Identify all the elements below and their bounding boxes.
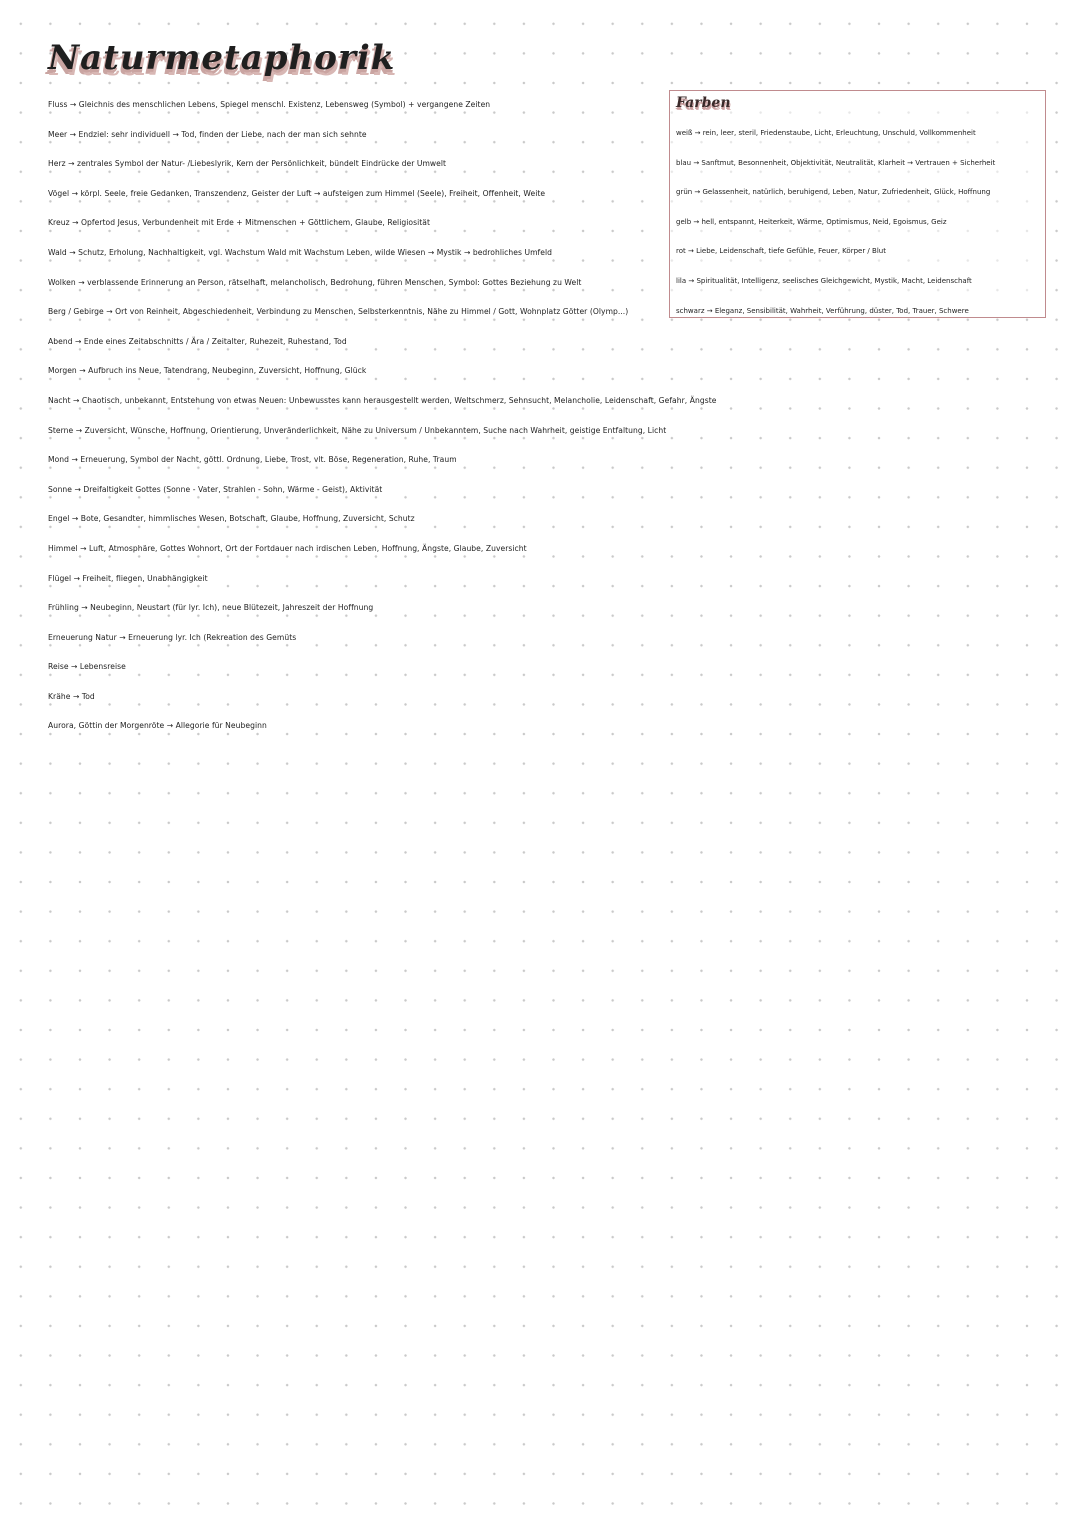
list-item: Wolken → verblassende Erinnerung an Person, rätselhaft, melancholisch, Bedrohung, führen Menschen, Symbol: Gottes Beziehung zu Welt [48,277,582,287]
list-item: Nacht → Chaotisch, unbekannt, Entstehung von etwas Neuen: Unbewusstes kann herausgestellt werden, Weltschmerz, Sehnsucht, Melancholie, Leidenschaft, Gefahr, Ängste [48,395,717,405]
list-item: Aurora, Göttin der Morgenröte → Allegorie für Neubeginn [48,721,267,731]
color-item-blau: blau → Sanftmut, Besonnenheit, Objektivität, Neutralität, Klarheit → Vertrauen + Sicherheit [676,158,996,167]
colors-list [676,127,1042,334]
color-item-weiss: weiß → rein, leer, steril, Friedenstaube, Licht, Erleuchtung, Unschuld, Vollkommenheit [676,129,976,137]
color-item-schwarz: schwarz → Eleganz, Sensibilität, Wahrheit, Verführung, düster, Tod, Trauer, Schwere [676,306,969,315]
list-item: Morgen → Aufbruch ins Neue, Tatendrang, Neubeginn, Zuversicht, Hoffnung, Glück [48,366,367,376]
list-item: Himmel → Luft, Atmosphäre, Gottes Wohnort, Ort der Fortdauer nach irdischen Leben, Hoffnung, Ängste, Glaube, Zuversicht [48,543,527,553]
list-item: Erneuerung Natur → Erneuerung lyr. Ich (Rekreation des Gemüts [48,632,297,642]
page-title: Naturmetaphorik [48,38,396,78]
colors-box-title: Farben [676,95,731,111]
color-item-gruen: grün → Gelassenheit, natürlich, beruhigend, Leben, Natur, Zufriedenheit, Glück, Hoffnung [676,188,991,197]
list-item: Meer → Endziel: sehr individuell → Tod, finden der Liebe, nach der man sich sehnte [48,129,367,139]
list-item: Flügel → Freiheit, fliegen, Unabhängigkeit [48,573,208,583]
color-item-lila: lila → Spiritualität, Intelligenz, seelisches Gleichgewicht, Mystik, Macht, Leidenschaft [676,276,972,285]
list-item: Vögel → körpl. Seele, freie Gedanken, Transzendenz, Geister der Luft → aufsteigen zum Himmel (Seele), Freiheit, Offenheit, Weite [48,188,546,198]
list-item: Herz → zentrales Symbol der Natur- /Liebeslyrik, Kern der Persönlichkeit, bündelt Eindrücke der Umwelt [48,159,447,169]
list-item: Abend → Ende eines Zeitabschnitts / Ära / Zeitalter, Ruhezeit, Ruhestand, Tod [48,336,347,346]
list-item: Frühling → Neubeginn, Neustart (für lyr. Ich), neue Blütezeit, Jahreszeit der Hoffnung [48,603,374,613]
list-item: Mond → Erneuerung, Symbol der Nacht, göttl. Ordnung, Liebe, Trost, vlt. Böse, Regeneration, Ruhe, Traum [48,455,457,465]
list-item: Kreuz → Opfertod Jesus, Verbundenheit mit Erde + Mitmenschen + Göttlichem, Glaube, Religiosität [48,218,431,228]
color-item-rot: rot → Liebe, Leidenschaft, tiefe Gefühle, Feuer, Körper / Blut [676,247,886,256]
list-item: Berg / Gebirge → Ort von Reinheit, Abgeschiedenheit, Verbindung zu Menschen, Selbsterkenntnis, Nähe zu Himmel / Gott, Wohnplatz Götter (Olymp...) [48,307,629,317]
list-item: Sonne → Dreifaltigkeit Gottes (Sonne - Vater, Strahlen - Sohn, Wärme - Geist), Aktivität [48,484,383,494]
list-item: Engel → Bote, Gesandter, himmlisches Wesen, Botschaft, Glaube, Hoffnung, Zuversicht, Schutz [48,514,415,524]
list-item: Krähe → Tod [48,691,95,701]
list-item: Fluss → Gleichnis des menschlichen Lebens, Spiegel menschl. Existenz, Lebensweg (Symbol) + vergangene Zeiten [48,100,491,109]
list-item: Reise → Lebensreise [48,662,126,672]
list-item: Sterne → Zuversicht, Wünsche, Hoffnung, Orientierung, Unveränderlichkeit, Nähe zu Universum / Unbekanntem, Suche nach Wahrheit, geistige Entfaltung, Licht [48,425,667,435]
colors-box [669,90,1046,318]
color-item-gelb: gelb → hell, entspannt, Heiterkeit, Wärme, Optimismus, Neid, Egoismus, Geiz [676,217,947,226]
list-item: Wald → Schutz, Erholung, Nachhaltigkeit, vgl. Wachstum Wald mit Wachstum Leben, wilde Wiesen → Mystik → bedrohliches Umfeld [48,247,552,257]
